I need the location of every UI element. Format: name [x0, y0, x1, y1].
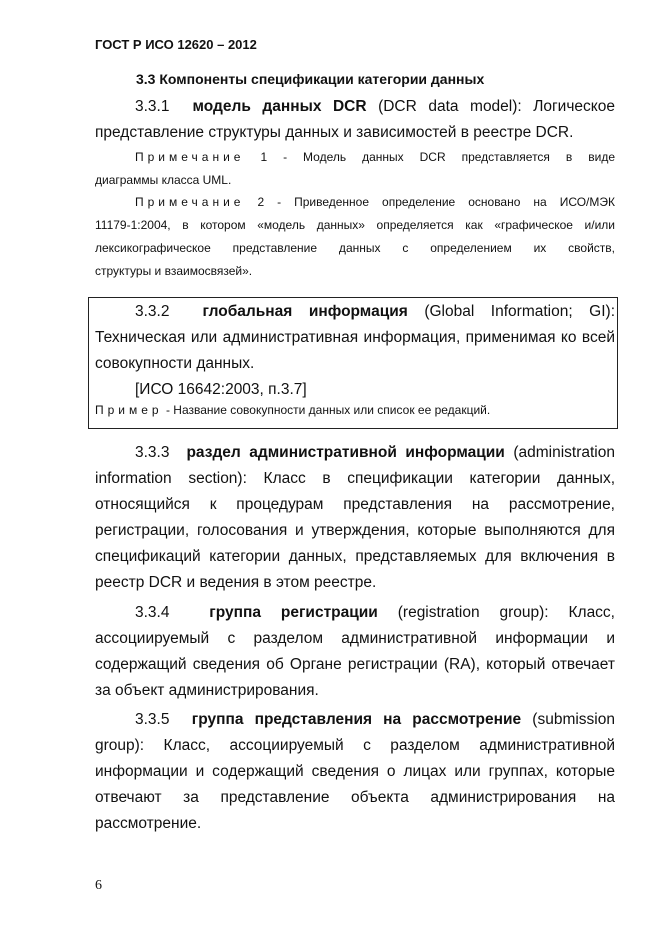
- term-line: 3.3.4 группа регистрации (registration group): Класс,: [135, 604, 615, 621]
- term-3-3-5: [95, 707, 615, 837]
- note-line: диаграммы класса UML.: [95, 173, 232, 187]
- term-line: за объект администрирования.: [95, 682, 319, 699]
- term-3-3-4: [95, 600, 615, 704]
- note-line: структуры и взаимосвязей».: [95, 264, 253, 278]
- term-3-3-3: [95, 440, 615, 596]
- term-name: группа представления на рассмотрение: [191, 711, 522, 728]
- section-title: 3.3 Компоненты спецификации категории данных: [136, 71, 485, 87]
- note-line: Примечание 1 - Модель данных DCR представляется в виде: [135, 150, 615, 164]
- term-line: спецификаций категории данных, представляемых для включения в: [95, 548, 615, 565]
- note-label: Примечание: [135, 150, 245, 164]
- term-line: Техническая или административная информация, применимая ко всей: [95, 329, 615, 346]
- term-line: 3.3.1 модель данных DCR (DCR data model): Логическое: [135, 98, 615, 115]
- term-name: глобальная информация: [202, 303, 408, 320]
- term-name: группа регистрации: [209, 604, 378, 621]
- term-line: group): Класс, ассоциируемый с разделом административной: [95, 737, 615, 754]
- term-line: information section): Класс в спецификации категории данных,: [95, 470, 615, 487]
- source-reference: [ИСО 16642:2003, п.3.7]: [135, 381, 307, 398]
- example: Пример - Название совокупности данных или список ее редакций.: [95, 403, 491, 417]
- term-name: модель данных DCR: [192, 98, 367, 115]
- term-line: отвечают за представление объекта администрирования на: [95, 789, 615, 806]
- note-label: Примечание: [135, 195, 245, 209]
- page-number: 6: [95, 878, 102, 893]
- note-line: лексикографическое представление данных с определением их свойств,: [95, 241, 615, 255]
- term-line: 3.3.3 раздел административной информации (administration: [135, 444, 615, 461]
- term-line: реестр DCR и ведения в этом реестре.: [95, 574, 377, 591]
- note-1: [95, 146, 615, 192]
- term-3-3-2: [95, 299, 615, 403]
- term-line: рассмотрение.: [95, 815, 202, 832]
- term-line: информации и содержащий сведения о лицах или группах, которые: [95, 763, 615, 780]
- term-line: относящийся к процедурам представления на рассмотрение,: [95, 496, 615, 513]
- term-line: совокупности данных.: [95, 355, 255, 372]
- term-line: 3.3.5 группа представления на рассмотрение (submission: [135, 711, 615, 728]
- term-line: содержащий сведения об Органе регистрации (RA), который отвечает: [95, 656, 615, 673]
- example-label: Пример: [95, 403, 163, 417]
- term-line: представление структуры данных и зависимостей в реестре DCR.: [95, 124, 574, 141]
- document-id: ГОСТ Р ИСО 12620 – 2012: [95, 37, 257, 52]
- term-line: 3.3.2 глобальная информация (Global Information; GI):: [135, 303, 615, 320]
- term-name: раздел административной информации: [186, 444, 505, 461]
- term-line: регистрации, голосования и утверждения, которые выполняются для: [95, 522, 615, 539]
- note-2: [95, 191, 615, 283]
- note-line: 11179-1:2004, в котором «модель данных» определяется как «графическое и/или: [95, 218, 615, 232]
- note-line: Примечание 2 - Приведенное определение основано на ИСО/МЭК: [135, 195, 615, 209]
- term-line: ассоциируемый с разделом административной информации и: [95, 630, 615, 647]
- term-3-3-1: [95, 94, 615, 146]
